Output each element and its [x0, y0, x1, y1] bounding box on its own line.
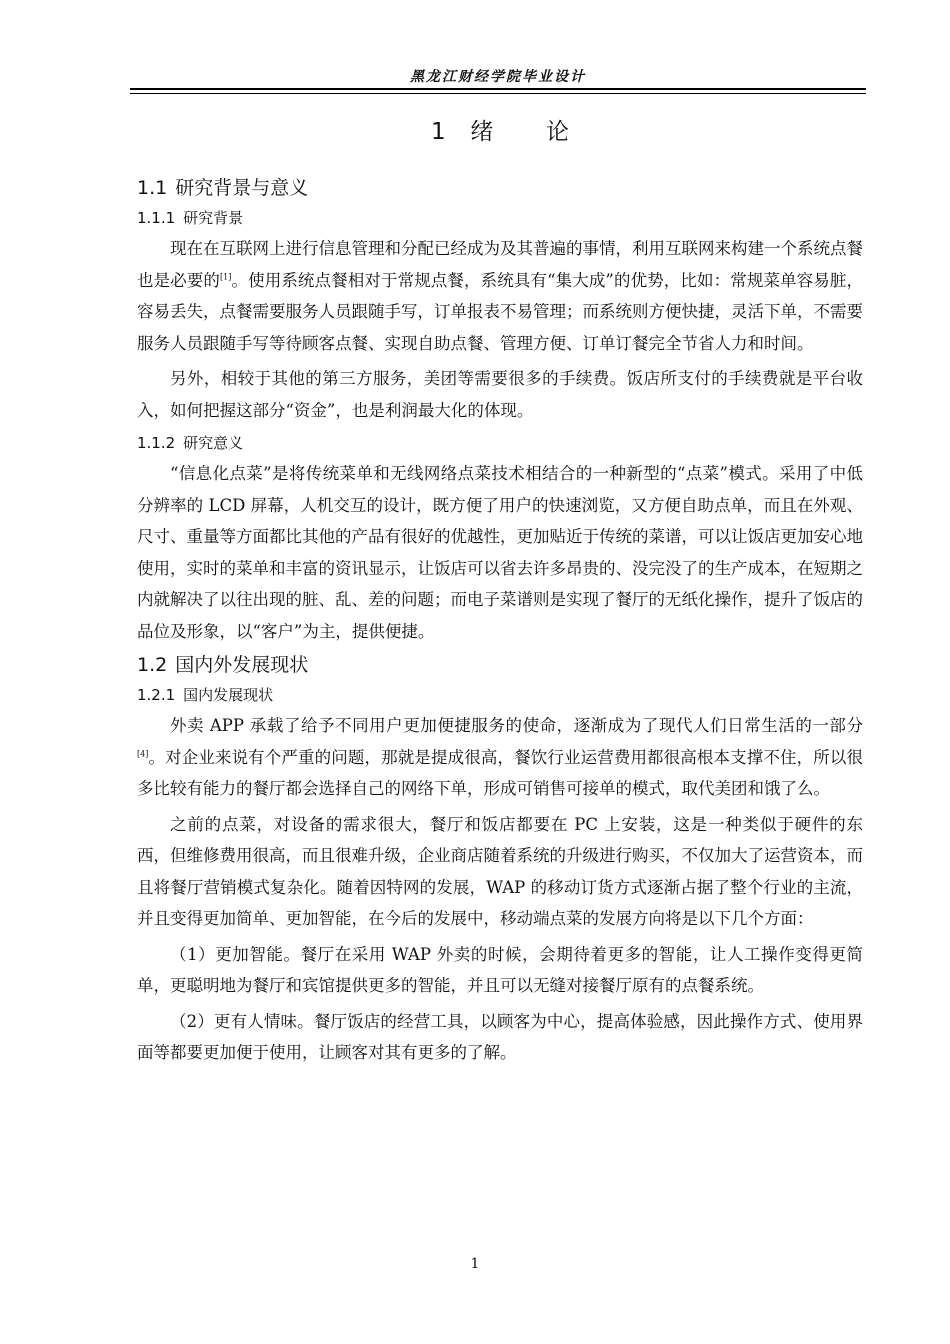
section-number: 1.2: [137, 654, 168, 676]
section-number: 1.1: [137, 177, 168, 199]
paragraph-text: 。使用系统点餐相对于常规点餐，系统具有“集大成”的优势，比如：常规菜单容易脏，容易丢失，点餐需要服务人员跟随手写，订单报表不易管理；而系统则方便快捷，灵活下单，不需要服务人员跟随手写等待顾客点餐、实现自助点餐、管理方便、订单订餐完全节省人力和时间。: [137, 270, 863, 353]
chapter-title-part2: 论: [545, 119, 569, 145]
page-content: [137, 114, 863, 1073]
subsection-heading: [137, 430, 863, 456]
section-heading: [137, 651, 863, 679]
subsection-number: 1.1.2: [137, 434, 176, 452]
body-paragraph: （2）更有人情味。餐厅饭店的经营工具，以顾客为中心，提高体验感，因此操作方式、使用界面等都要更加便于使用，让顾客对其有更多的了解。: [137, 1011, 863, 1062]
body-paragraph: “信息化点菜”是将传统菜单和无线网络点菜技术相结合的一种新型的“点菜”模式。采用了中低分辨率的 LCD 屏幕，人机交互的设计，既方便了用户的快速浏览，又方便自助点单，而且在外观、尺寸、重量等方面都比其他的产品有很好的优越性，更加贴近于传统的菜谱，可以让饭店更加安心地使用，实时的菜单和丰富的资讯显示，让饭店可以省去许多昂贵的、没完没了的生产成本，在短期之内就解决了以往出现的脏、乱、差的问题；而电子菜谱则是实现了餐厅的无纸化操作，提升了饭店的品位及形象，以“客户”为主，提供便捷。: [137, 464, 863, 641]
section-title: 国内外发展现状: [175, 654, 309, 676]
header-rule-thin: [130, 93, 866, 94]
paragraph-text: 现在在互联网上进行信息管理和分配已经成为及其普遍的事情，利用互联网来构建一个系统点餐也是必要的: [137, 239, 863, 290]
body-paragraph: 另外，相较于其他的第三方服务，美团等需要很多的手续费。饭店所支付的手续费就是平台收入，如何把握这部分“资金”，也是利润最大化的体现。: [137, 369, 863, 420]
citation-ref: [4]: [137, 749, 149, 758]
paragraph-text: 。对企业来说有个严重的问题，那就是提成很高，餐饮行业运营费用都很高根本支撑不住，所以很多比较有能力的餐厅都会选择自己的网络下单，形成可销售可接单的模式，取代美团和饿了么。: [137, 747, 863, 798]
subsection-number: 1.1.1: [137, 209, 176, 227]
body-paragraph: [137, 710, 863, 805]
chapter-title-part1: 绪: [470, 119, 494, 145]
body-paragraph: （1）更加智能。餐厅在采用 WAP 外卖的时候，会期待着更多的智能，让人工操作变得更简单，更聪明地为餐厅和宾馆提供更多的智能，并且可以无缝对接餐厅原有的点餐系统。: [137, 944, 863, 995]
subsection-heading: [137, 682, 863, 708]
subsection-title: 国内发展现状: [183, 686, 274, 704]
subsection-number: 1.2.1: [137, 686, 176, 704]
page-header: 黑龙江财经学院毕业设计: [410, 69, 586, 85]
body-paragraph: [137, 233, 863, 359]
paragraph-text: 外卖 APP 承载了给予不同用户更加便捷服务的使命，逐渐成为了现代人们日常生活的一部分: [170, 716, 863, 735]
citation-ref: [1]: [220, 272, 232, 281]
header-rule-thick: [130, 88, 866, 90]
section-heading: [137, 174, 863, 202]
body-paragraph: 之前的点菜，对设备的需求很大，餐厅和饭店都要在 PC 上安装，这是一种类似于硬件的东西，但维修费用很高，而且很难升级，企业商店随着系统的升级进行购买，不仅加大了运营资本，而且将餐厅营销模式复杂化。随着因特网的发展，WAP 的移动订货方式逐渐占据了整个行业的主流，并且变得更加简单、更加智能，在今后的发展中，移动端点菜的发展方向将是以下几个方面：: [137, 814, 863, 928]
chapter-number: 1: [431, 119, 446, 145]
section-title: 研究背景与意义: [175, 177, 309, 199]
subsection-heading: [137, 205, 863, 231]
page-number: 1: [470, 1256, 480, 1272]
subsection-title: 研究背景: [183, 209, 244, 227]
subsection-title: 研究意义: [183, 434, 244, 452]
chapter-title: [137, 114, 863, 150]
